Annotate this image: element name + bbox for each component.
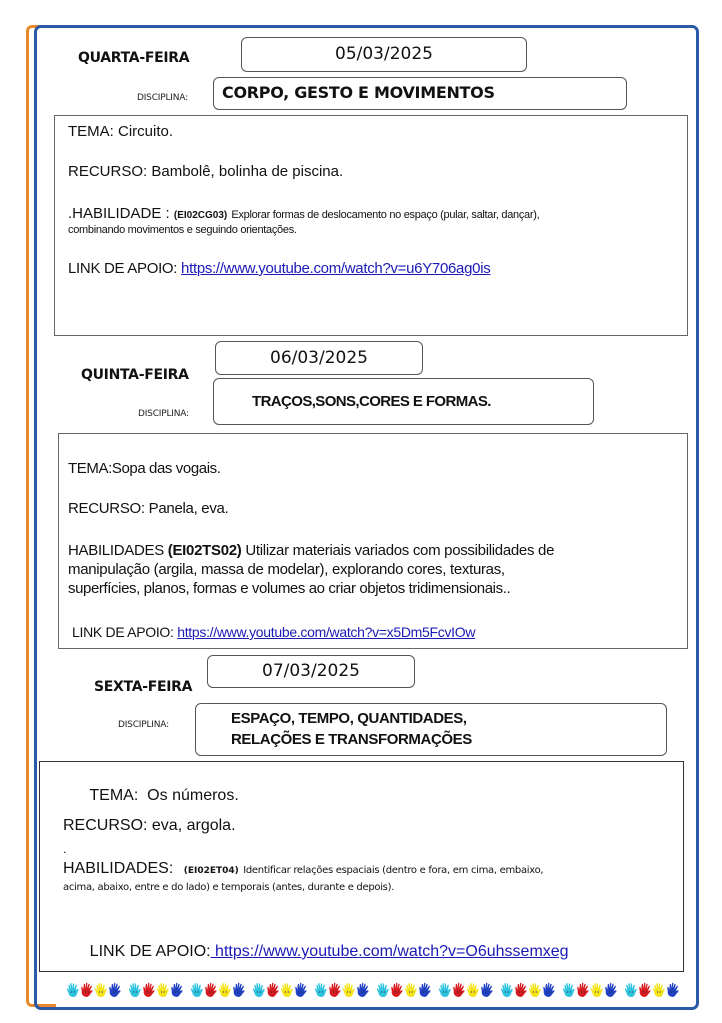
- hand-group: [190, 982, 246, 998]
- recurso-row: [68, 500, 228, 517]
- day-name: QUARTA-FEIRA: [78, 50, 190, 66]
- support-link[interactable]: https://www.youtube.com/watch?v=u6Y706ag0is: [181, 260, 491, 277]
- hand-print-icon: [94, 982, 108, 998]
- recurso-value: Bambolê, bolinha de piscina.: [151, 163, 344, 180]
- link-row: [72, 624, 475, 640]
- habilidade-text-continued: superfícies, planos, formas e volumes ao criar objetos tridimensionais..: [68, 580, 511, 597]
- discipline-label: DISCIPLINA:: [137, 93, 188, 103]
- recurso-label: RECURSO:: [63, 817, 148, 834]
- hand-print-icon: [252, 982, 266, 998]
- tema-label: TEMA:: [68, 123, 114, 140]
- tema-value: Os números.: [142, 787, 239, 804]
- habilidade-row: [63, 860, 543, 878]
- hand-print-icon: [418, 982, 432, 998]
- support-link[interactable]: https://www.youtube.com/watch?v=x5Dm5FcvIOw: [177, 624, 476, 640]
- discipline-value: CORPO, GESTO E MOVIMENTOS: [222, 83, 495, 102]
- hand-print-icon: [266, 982, 280, 998]
- date-field: 07/03/2025: [207, 655, 415, 688]
- link-row: [68, 260, 490, 277]
- hand-print-icon: [562, 982, 576, 998]
- date-field: 05/03/2025: [241, 37, 527, 72]
- hand-print-icon: [466, 982, 480, 998]
- day-name: QUINTA-FEIRA: [81, 367, 189, 383]
- hand-print-icon: [142, 982, 156, 998]
- hand-group: [376, 982, 432, 998]
- discipline-value: TRAÇOS,SONS,CORES E FORMAS.: [252, 393, 491, 410]
- tema-row: [68, 123, 173, 140]
- habilidade-text-continued: acima, abaixo, entre e do lado) e temporais (antes, durante e depois).: [63, 882, 395, 893]
- hand-print-icon: [294, 982, 308, 998]
- hand-print-icon: [280, 982, 294, 998]
- hand-print-icon: [452, 982, 466, 998]
- recurso-label: RECURSO:: [68, 500, 145, 517]
- discipline-field: [213, 77, 627, 110]
- hand-print-icon: [638, 982, 652, 998]
- habilidade-text: Utilizar materiais variados com possibilidades de: [245, 542, 555, 559]
- habilidade-text-continued: combinando movimentos e seguindo orientações.: [68, 224, 297, 236]
- recurso-row: [63, 817, 236, 835]
- hand-print-icon: [328, 982, 342, 998]
- hand-print-icon: [666, 982, 680, 998]
- support-link[interactable]: https://www.youtube.com/watch?v=O6uhssemxeg: [210, 943, 569, 960]
- hand-print-icon: [218, 982, 232, 998]
- hand-group: [624, 982, 680, 998]
- discipline-field: [213, 378, 594, 425]
- hand-print-icon: [528, 982, 542, 998]
- content-box: [39, 761, 684, 972]
- hand-group: [314, 982, 370, 998]
- tema-row: [68, 460, 221, 477]
- link-label: LINK DE APOIO:: [89, 943, 211, 960]
- hand-print-icon: [390, 982, 404, 998]
- discipline-value-line-2: RELAÇÕES E TRANSFORMAÇÕES: [231, 731, 472, 748]
- discipline-value-line-1: ESPAÇO, TEMPO, QUANTIDADES,: [231, 710, 467, 727]
- hand-print-icon: [480, 982, 494, 998]
- habilidade-text: Identificar relações espaciais (dentro e fora, em cima, embaixo,: [243, 865, 544, 876]
- recurso-value: eva, argola.: [151, 817, 236, 834]
- date-field: 06/03/2025: [215, 341, 423, 375]
- hand-group: [438, 982, 494, 998]
- content-box: [58, 433, 688, 649]
- hand-print-icon: [66, 982, 80, 998]
- hand-print-icon: [356, 982, 370, 998]
- separator-dot: .: [63, 842, 67, 856]
- link-label: LINK DE APOIO:: [68, 260, 178, 277]
- link-row: [63, 925, 569, 979]
- tema-label: TEMA:: [68, 460, 112, 477]
- habilidade-label: HABILIDADES:: [63, 860, 174, 877]
- hand-print-icon: [314, 982, 328, 998]
- hand-print-icon: [652, 982, 666, 998]
- habilidade-code: (EI02TS02): [167, 542, 242, 559]
- hand-print-icon: [590, 982, 604, 998]
- habilidade-text: Explorar formas de deslocamento no espaço (pular, saltar, dançar),: [231, 209, 540, 221]
- hand-print-icon: [438, 982, 452, 998]
- hand-print-icon: [404, 982, 418, 998]
- hand-print-icon: [232, 982, 246, 998]
- habilidade-row: [68, 205, 539, 222]
- discipline-label: DISCIPLINA:: [118, 720, 169, 730]
- hand-print-icon: [170, 982, 184, 998]
- hand-print-icon: [108, 982, 122, 998]
- habilidade-text-continued: manipulação (argila, massa de modelar), explorando cores, texturas,: [68, 561, 505, 578]
- hand-print-icon: [128, 982, 142, 998]
- decorative-hands-border: [66, 982, 680, 998]
- hand-print-icon: [80, 982, 94, 998]
- hand-print-icon: [376, 982, 390, 998]
- tema-value: Circuito.: [118, 123, 174, 140]
- recurso-value: Panela, eva.: [148, 500, 229, 517]
- recurso-label: RECURSO:: [68, 163, 148, 180]
- hand-print-icon: [342, 982, 356, 998]
- hand-group: [252, 982, 308, 998]
- habilidade-label: .HABILIDADE :: [68, 205, 170, 222]
- hand-print-icon: [514, 982, 528, 998]
- tema-value: Sopa das vogais.: [111, 460, 221, 477]
- habilidade-label: HABILIDADES: [68, 542, 164, 559]
- discipline-label: DISCIPLINA:: [138, 409, 189, 419]
- recurso-row: [68, 163, 343, 180]
- hand-group: [66, 982, 122, 998]
- hand-print-icon: [500, 982, 514, 998]
- hand-group: [128, 982, 184, 998]
- discipline-field: [195, 703, 667, 756]
- habilidade-row: [68, 542, 554, 559]
- hand-print-icon: [604, 982, 618, 998]
- hand-print-icon: [576, 982, 590, 998]
- hand-group: [562, 982, 618, 998]
- hand-print-icon: [624, 982, 638, 998]
- habilidade-code: (EI02ET04): [183, 866, 239, 876]
- hand-print-icon: [542, 982, 556, 998]
- tema-row: [63, 769, 239, 823]
- day-name: SEXTA-FEIRA: [94, 679, 193, 695]
- tema-label: TEMA:: [89, 787, 139, 804]
- habilidade-code: (EI02CG03): [173, 210, 228, 221]
- hand-print-icon: [190, 982, 204, 998]
- link-label: LINK DE APOIO:: [72, 624, 174, 640]
- hand-print-icon: [204, 982, 218, 998]
- hand-print-icon: [156, 982, 170, 998]
- content-box: [54, 115, 688, 336]
- hand-group: [500, 982, 556, 998]
